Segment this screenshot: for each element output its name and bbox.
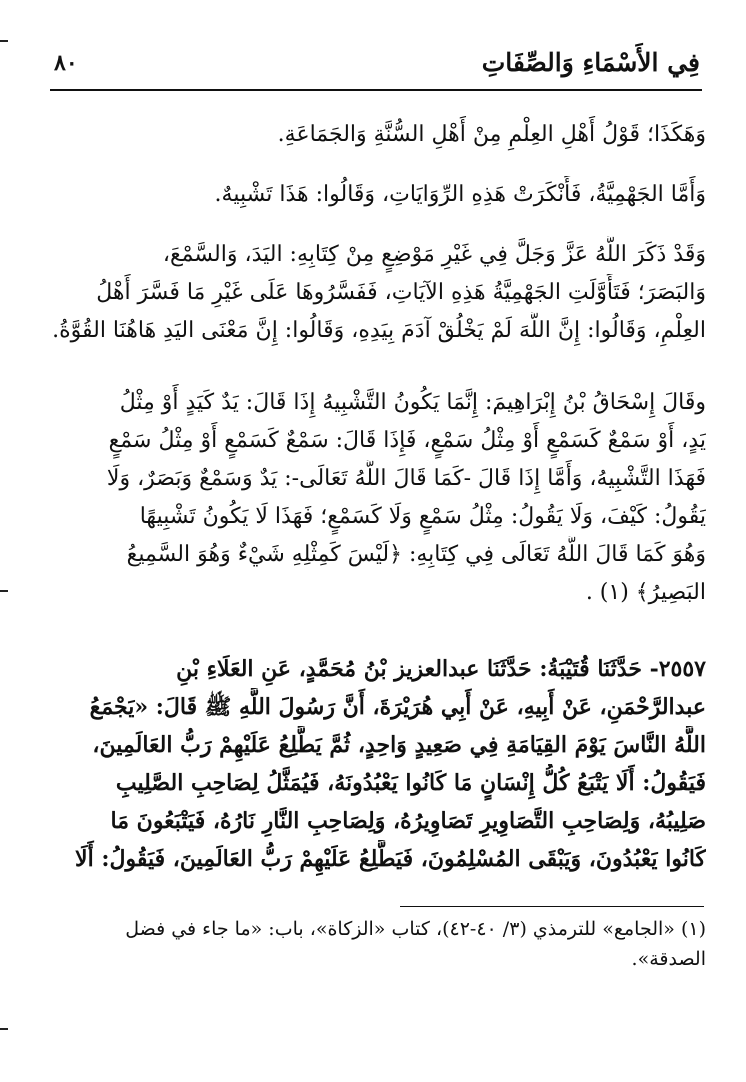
- text-line: العِلْمِ، وَقَالُوا: إِنَّ اللَّهَ لَمْ يَخْلُقْ آدَمَ بِيَدِهِ، وَقَالُوا: إِنَّ مَعْنَى اليَدِ هَاهُنَا القُوَّةُ.: [52, 318, 706, 343]
- text-line: صَلِيبُهُ، وَلِصَاحِبِ التَّصَاوِيرِ تَصَاوِيرُهُ، وَلِصَاحِبِ النَّارِ نَارُهُ، فَيَتْبَعُونَ مَا: [110, 808, 706, 834]
- hadith-paragraph: [52, 650, 706, 878]
- text-line: يَقُولُ: كَيْفَ، وَلَا يَقُولُ: مِثْلُ سَمْعٍ وَلَا كَسَمْعٍ؛ فَهَذَا لَا يَكُونُ تَشْبِيهًا: [139, 504, 706, 529]
- text-line: وَقَدْ ذَكَرَ اللَّهُ عَزَّ وَجَلَّ فِي غَيْرِ مَوْضِعٍ مِنْ كِتَابِهِ: اليَدَ، وَالسَّمْعَ،: [162, 242, 706, 267]
- paragraph-1: [52, 116, 706, 154]
- text-line: وَأَمَّا الجَهْمِيَّةُ، فَأَنْكَرَتْ هَذِهِ الرِّوَايَاتِ، وَقَالُوا: هَذَا تَشْبِيهٌ.: [214, 182, 706, 207]
- paragraph-2: [52, 176, 706, 214]
- header-rule: [50, 89, 702, 91]
- margin-mark: [0, 40, 8, 42]
- margin-mark: [0, 1028, 8, 1030]
- page-header: [50, 38, 702, 90]
- text-line: فَيَقُولُ: أَلَا يَتْبَعُ كُلُّ إِنْسَانٍ مَا كَانُوا يَعْبُدُونَهُ، فَيُمَثَّلُ لِصَاحِبِ الصَّلِيبِ: [115, 770, 706, 796]
- text-line: يَدٍ، أَوْ سَمْعٌ كَسَمْعٍ أَوْ مِثْلُ سَمْعٍ، فَإِذَا قَالَ: سَمْعٌ كَسَمْعٍ أَوْ مِثْلُ سَمْعٍ: [108, 428, 706, 453]
- text-line: ٢٥٥٧- حَدَّثَنَا قُتَيْبَةُ: حَدَّثَنَا عبدالعزيز بْنُ مُحَمَّدٍ، عَنِ العَلَاءِ بْنِ: [176, 656, 706, 682]
- text-line: فَهَذَا التَّشْبِيهُ، وَأَمَّا إِذَا قَالَ -كَمَا قَالَ اللَّهُ تَعَالَى-: يَدٌ وَسَمْعٌ وَبَصَرٌ، وَلَا: [106, 466, 706, 491]
- text-line: اللَّهُ النَّاسَ يَوْمَ القِيَامَةِ فِي صَعِيدٍ وَاحِدٍ، ثُمَّ يَطَّلِعُ عَلَيْهِمْ رَبُّ العَالَمِينَ،: [92, 732, 706, 758]
- text-line: عبدالرَّحْمَنِ، عَنْ أَبِيهِ، عَنْ أَبِي هُرَيْرَةَ، أَنَّ رَسُولَ اللَّهِ ﷺ قَالَ: «يَجْمَعُ: [89, 694, 706, 720]
- text-line: البَصِيرُ﴾ (١) .: [585, 580, 706, 605]
- text-line: وقَالَ إِسْحَاقُ بْنُ إِبْرَاهِيمَ: إِنَّمَا يَكُونُ التَّشْبِيهُ إِذَا قَالَ: يَدٌ كَيَدٍ أَوْ مِثْلُ: [119, 390, 706, 415]
- footnote-rule: [400, 906, 704, 907]
- footnote-line: (١) «الجامع» للترمذي (٣/ ٤٠-٤٢)، كتاب «الزكاة»، باب: «ما جاء في فضل: [125, 918, 706, 940]
- footnote-line: الصدقة».: [631, 948, 706, 970]
- margin-mark: [0, 590, 8, 592]
- text-line: كَانُوا يَعْبُدُونَ، وَيَبْقَى المُسْلِمُونَ، فَيَطَّلِعُ عَلَيْهِمْ رَبُّ العَالَمِينَ، فَيَقُولُ: أَلَا: [75, 846, 706, 872]
- paragraph-3: [52, 236, 706, 350]
- text-line: وَهَكَذَا؛ قَوْلُ أَهْلِ العِلْمِ مِنْ أَهْلِ السُّنَّةِ وَالجَمَاعَةِ.: [277, 122, 706, 147]
- paragraph-4: [52, 384, 706, 612]
- text-line: وَالبَصَرَ؛ فَتَأَوَّلَتِ الجَهْمِيَّةُ هَذِهِ الآيَاتِ، فَفَسَّرُوهَا عَلَى غَيْرِ مَا فَسَّرَ أَهْلُ: [96, 280, 706, 305]
- footnote: [52, 914, 706, 974]
- page-number: ٨٠: [54, 50, 78, 76]
- running-title: فِي الأَسْمَاءِ وَالصِّفَاتِ: [481, 48, 700, 77]
- text-line: وَهُوَ كَمَا قَالَ اللَّهُ تَعَالَى فِي كِتَابِهِ: ﴿لَيْسَ كَمِثْلِهِ شَيْءٌ وَهُوَ السَّمِيعُ: [126, 542, 706, 567]
